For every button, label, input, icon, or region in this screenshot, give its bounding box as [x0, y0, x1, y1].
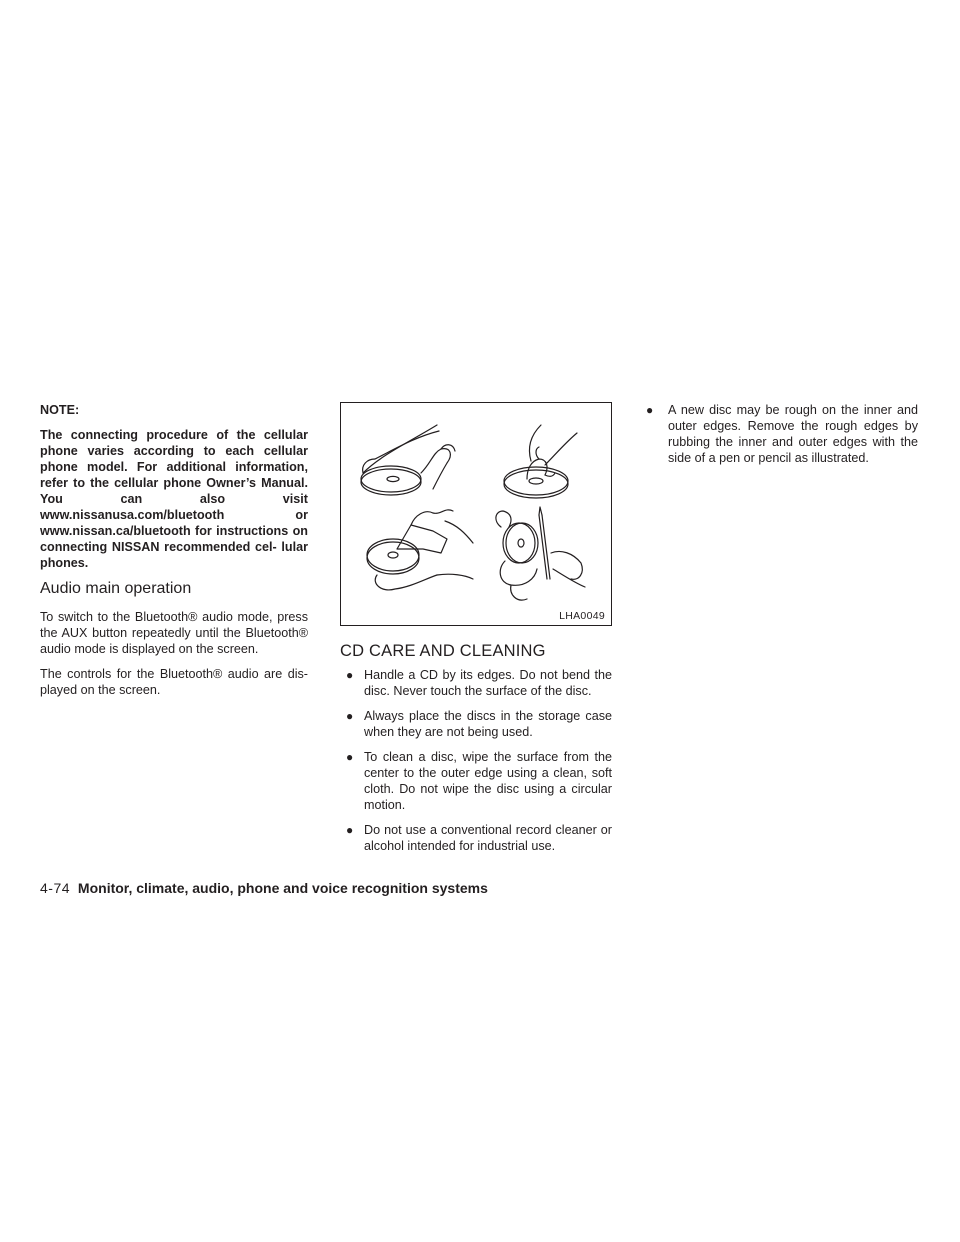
bullet-icon: ●: [646, 403, 654, 417]
list-item: ● Always place the discs in the storage case when they are not being used.: [346, 709, 612, 739]
list-item: ● Handle a CD by its edges. Do not bend the disc. Never touch the surface of the disc.: [346, 668, 612, 698]
cd-handling-drawing: [341, 403, 611, 625]
cd-care-list: [340, 667, 612, 854]
list-item: ● To clean a disc, wipe the surface from the center to the outer edge using a clean, soft cloth. Do not wipe the disc using a circular motion.: [346, 750, 612, 812]
audio-paragraph-1: To switch to the Bluetooth® audio mode, press the AUX button repeatedly until the Bluetooth® audio mode is displayed on the screen.: [40, 610, 308, 656]
figure-id: LHA0049: [559, 610, 605, 622]
middle-column: [340, 402, 612, 863]
bullet-icon: ●: [346, 823, 354, 837]
note-label: NOTE:: [40, 403, 80, 417]
bullet-icon: ●: [346, 709, 354, 723]
note-text: The connecting procedure of the cellular phone varies according to each cellular phone model. For additional information, refer to the cellular phone Owner’s Manual. You can also visit www.nissanusa.com/bluetooth or www.nissan.ca/bluetooth for instructions on connecting NISSAN recommended cel- lular phones.: [40, 428, 308, 570]
right-column: [646, 402, 918, 475]
disc-wiping-panel: [367, 510, 473, 590]
audio-paragraph-2: The controls for the Bluetooth® audio are dis- played on the screen.: [40, 667, 308, 697]
cd-care-heading: CD CARE AND CLEANING: [340, 642, 546, 660]
disc-pen-deburr-panel: [496, 507, 585, 600]
list-item: ● Do not use a conventional record cleaner or alcohol intended for industrial use.: [346, 823, 612, 853]
bullet-icon: ●: [346, 668, 354, 682]
left-column: [40, 402, 308, 707]
list-item: ● A new disc may be rough on the inner and outer edges. Remove the rough edges by rubbing the inner and outer edges with the side of a pen or pencil as illustrated.: [646, 403, 918, 465]
bullet-icon: ●: [346, 750, 354, 764]
cd-handling-illustration: [340, 402, 612, 626]
page-footer: [40, 879, 488, 897]
disc-center-press-panel: [504, 425, 577, 498]
page-number: 4-74: [40, 880, 71, 896]
footer-section-title: Monitor, climate, audio, phone and voice recognition systems: [77, 880, 488, 896]
audio-main-operation-heading: Audio main operation: [40, 580, 192, 597]
disc-edge-hold-panel: [361, 425, 455, 495]
cd-care-list-continued: [646, 402, 918, 466]
